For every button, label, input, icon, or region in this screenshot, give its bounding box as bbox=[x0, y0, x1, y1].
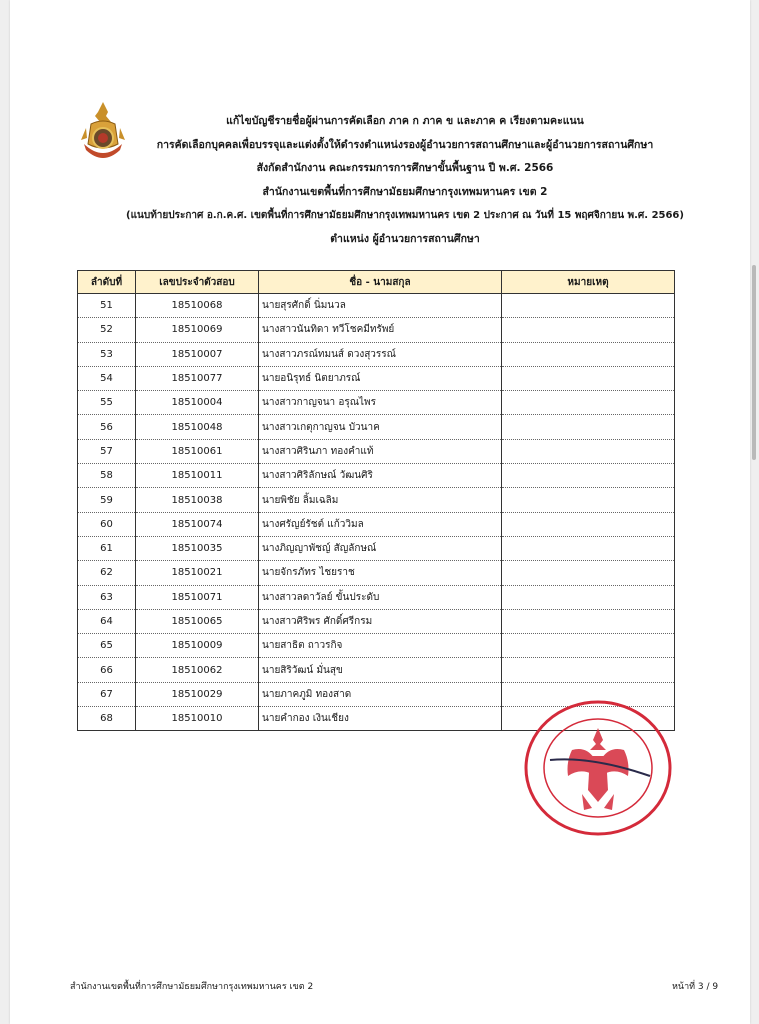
cell-order: 59 bbox=[78, 488, 136, 512]
cell-exam-id: 18510010 bbox=[136, 707, 259, 731]
cell-name: นางสาวศิริพร ศักดิ์ศรีกรม bbox=[259, 609, 502, 633]
title-line-5: (แนบท้ายประกาศ อ.ก.ค.ศ. เขตพื้นที่การศึกษามัธยมศึกษากรุงเทพมหานคร เขต 2 ประกาศ ณ วันที่ 15 พฤศจิกายน พ.ศ. 2566) bbox=[126, 210, 684, 221]
col-header-order: ลำดับที่ bbox=[78, 271, 136, 294]
title-line-2: การคัดเลือกบุคคลเพื่อบรรจุและแต่งตั้งให้ดำรงตำแหน่งรองผู้อำนวยการสถานศึกษาและผู้อำนวยการสถานศึกษา bbox=[156, 138, 654, 151]
page-number: หน้าที่ 3 / 9 bbox=[672, 982, 719, 992]
garuda-seal-icon bbox=[522, 698, 674, 838]
cell-order: 55 bbox=[78, 391, 136, 415]
table-row bbox=[78, 415, 675, 439]
table-row bbox=[78, 464, 675, 488]
cell-name: นางสาวนันทิดา ทวีโชคมีทรัพย์ bbox=[259, 318, 502, 342]
cell-name: นางสาวเกตุกาญจน บัวนาค bbox=[259, 415, 502, 439]
cell-name: นายอนิรุทธ์ นิตยาภรณ์ bbox=[259, 366, 502, 390]
table-row bbox=[78, 391, 675, 415]
cell-exam-id: 18510065 bbox=[136, 609, 259, 633]
cell-note bbox=[502, 609, 675, 633]
candidate-table bbox=[77, 270, 675, 731]
cell-exam-id: 18510029 bbox=[136, 682, 259, 706]
cell-note bbox=[502, 658, 675, 682]
cell-note bbox=[502, 512, 675, 536]
cell-exam-id: 18510007 bbox=[136, 342, 259, 366]
cell-name: นายพิชัย ลิ้มเฉลิม bbox=[259, 488, 502, 512]
cell-name: นางสาวศิริลักษณ์ วัฒนศิริ bbox=[259, 464, 502, 488]
cell-order: 63 bbox=[78, 585, 136, 609]
table-row bbox=[78, 439, 675, 463]
cell-name: นางภิญญาพัชญ์ สัญลักษณ์ bbox=[259, 536, 502, 560]
table-row bbox=[78, 488, 675, 512]
cell-name: นางสาวกาญจนา อรุณไพร bbox=[259, 391, 502, 415]
vertical-scrollbar[interactable] bbox=[752, 265, 756, 460]
cell-exam-id: 18510069 bbox=[136, 318, 259, 342]
col-header-note: หมายเหตุ bbox=[502, 271, 675, 294]
table-row bbox=[78, 536, 675, 560]
footer-office: สำนักงานเขตพื้นที่การศึกษามัธยมศึกษากรุงเทพมหานคร เขต 2 bbox=[70, 982, 314, 992]
cell-note bbox=[502, 342, 675, 366]
cell-name: นางสาวลดาวัลย์ ขั้นประดับ bbox=[259, 585, 502, 609]
cell-exam-id: 18510074 bbox=[136, 512, 259, 536]
cell-note bbox=[502, 585, 675, 609]
cell-order: 66 bbox=[78, 658, 136, 682]
cell-order: 68 bbox=[78, 707, 136, 731]
title-line-1: แก้ไขบัญชีรายชื่อผู้ผ่านการคัดเลือก ภาค ก ภาค ข และภาค ค เรียงตามคะแนน bbox=[226, 115, 584, 127]
cell-name: นางศรัญย์รัชต์ แก้ววิมล bbox=[259, 512, 502, 536]
document-page bbox=[10, 0, 750, 1024]
document-header bbox=[60, 110, 750, 251]
cell-name: นายคำกอง เงินเชียง bbox=[259, 707, 502, 731]
cell-exam-id: 18510061 bbox=[136, 439, 259, 463]
cell-name: นางสาวศิรินภา ทองคำแท้ bbox=[259, 439, 502, 463]
cell-name: นายจักรภัทร ไชยราช bbox=[259, 561, 502, 585]
stamp-text bbox=[530, 840, 557, 841]
cell-note bbox=[502, 464, 675, 488]
cell-order: 60 bbox=[78, 512, 136, 536]
cell-note bbox=[502, 294, 675, 318]
col-header-exam-id: เลขประจำตัวสอบ bbox=[136, 271, 259, 294]
cell-note bbox=[502, 366, 675, 390]
table-row bbox=[78, 342, 675, 366]
title-line-4: สำนักงานเขตพื้นที่การศึกษามัธยมศึกษากรุงเทพมหานคร เขต 2 bbox=[262, 185, 548, 198]
title-line-6: ตำแหน่ง ผู้อำนวยการสถานศึกษา bbox=[330, 232, 480, 245]
table-row bbox=[78, 561, 675, 585]
table-row bbox=[78, 366, 675, 390]
cell-order: 65 bbox=[78, 634, 136, 658]
cell-name: นายสุรศักดิ์ นิ่มนวล bbox=[259, 294, 502, 318]
cell-order: 61 bbox=[78, 536, 136, 560]
cell-note bbox=[502, 561, 675, 585]
cell-exam-id: 18510048 bbox=[136, 415, 259, 439]
cell-order: 58 bbox=[78, 464, 136, 488]
col-header-name: ชื่อ - นามสกุล bbox=[259, 271, 502, 294]
cell-order: 52 bbox=[78, 318, 136, 342]
cell-order: 51 bbox=[78, 294, 136, 318]
cell-exam-id: 18510004 bbox=[136, 391, 259, 415]
title-line-3: สังกัดสำนักงาน คณะกรรมการการศึกษาขั้นพื้นฐาน ปี พ.ศ. 2566 bbox=[256, 162, 554, 174]
cell-note bbox=[502, 536, 675, 560]
table-row bbox=[78, 294, 675, 318]
cell-exam-id: 18510038 bbox=[136, 488, 259, 512]
cell-name: นายสิริวัฒน์ มั่นสุข bbox=[259, 658, 502, 682]
cell-exam-id: 18510077 bbox=[136, 366, 259, 390]
cell-name: นายสาธิต ถาวรกิจ bbox=[259, 634, 502, 658]
cell-name: นางสาวภรณ์ทมนส์ ดวงสุวรรณ์ bbox=[259, 342, 502, 366]
table-row bbox=[78, 634, 675, 658]
cell-order: 54 bbox=[78, 366, 136, 390]
table-row bbox=[78, 318, 675, 342]
cell-exam-id: 18510068 bbox=[136, 294, 259, 318]
cell-exam-id: 18510011 bbox=[136, 464, 259, 488]
cell-note bbox=[502, 634, 675, 658]
cell-exam-id: 18510035 bbox=[136, 536, 259, 560]
cell-order: 62 bbox=[78, 561, 136, 585]
cell-order: 53 bbox=[78, 342, 136, 366]
cell-order: 64 bbox=[78, 609, 136, 633]
cell-exam-id: 18510071 bbox=[136, 585, 259, 609]
cell-note bbox=[502, 439, 675, 463]
cell-exam-id: 18510021 bbox=[136, 561, 259, 585]
cell-note bbox=[502, 488, 675, 512]
table-row bbox=[78, 585, 675, 609]
cell-exam-id: 18510062 bbox=[136, 658, 259, 682]
cell-name: นายภาคภูมิ ทองสาด bbox=[259, 682, 502, 706]
table-row bbox=[78, 512, 675, 536]
table-row bbox=[78, 609, 675, 633]
table-header-row bbox=[78, 271, 675, 294]
table-row bbox=[78, 658, 675, 682]
cell-order: 56 bbox=[78, 415, 136, 439]
cell-order: 57 bbox=[78, 439, 136, 463]
cell-note bbox=[502, 318, 675, 342]
cell-note bbox=[502, 415, 675, 439]
cell-order: 67 bbox=[78, 682, 136, 706]
cell-exam-id: 18510009 bbox=[136, 634, 259, 658]
cell-note bbox=[502, 391, 675, 415]
